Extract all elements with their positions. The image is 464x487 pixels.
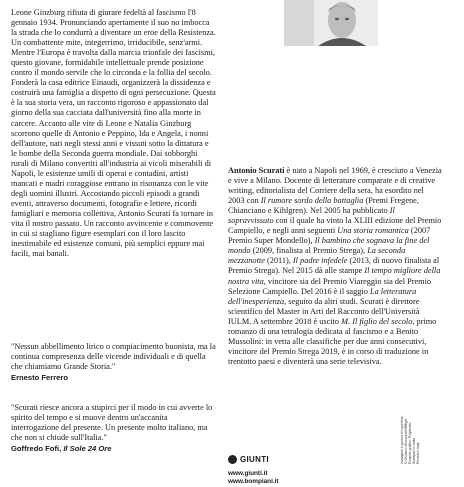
quote-text: "Nessun abbellimento lirico o compiacimento buonista, ma la continua compresenza delle vicende individuali e di quella che chiamiamo Grande Storia." xyxy=(11,342,216,372)
book-title: M. Il figlio del secolo xyxy=(341,316,413,326)
author-bio xyxy=(228,166,442,367)
imprint-line: Stampato in Italia xyxy=(412,437,416,464)
publisher-logo xyxy=(228,455,279,464)
quote-author: Goffredo Fofi, xyxy=(11,444,64,454)
book-title: Il tempo migliore della nostra vita xyxy=(228,266,441,286)
bio-text: , seguito da altri studi. Scurati è direttore scientifico del Master in Arti del Racconto dell'Università IULM. A settembre 2018 è uscito xyxy=(228,296,420,326)
bio-text: (2007 Premio Super Mondello), xyxy=(228,226,431,246)
author-photo xyxy=(284,0,378,46)
publisher-url[interactable]: www.bompiani.it xyxy=(228,478,279,485)
imprint-line: Progetto grafico: Polystudio xyxy=(408,422,412,464)
quote-attribution xyxy=(11,444,216,454)
review-quote xyxy=(11,342,216,383)
bio-text: , vincitore sia del Premio Viareggio sia del Premio Selezione Campiello. Del 2016 è il saggio xyxy=(228,276,432,296)
quote-text: "Scurati riesce ancora a stupirci per il modo in cui avverte lo spirito del tempo e si muove dentro un'accanita interrogazione del presente. Un presente molto italiano, ma che non si chiude sull'Italia." xyxy=(11,403,213,443)
bio-text: è nato a Napoli nel 1969, è cresciuto a Venezia e vive a Milano. Docente di letterature comparate e di creative writing, editorialista del Corriere della sera, ha esordito nel 2003 con xyxy=(228,166,442,206)
publisher-url[interactable]: www.giunti.it xyxy=(228,470,268,477)
bio-text: (2011), xyxy=(264,256,293,266)
book-title: Il rumore sordo della battaglia xyxy=(260,196,364,206)
book-title: La seconda mezzanotte xyxy=(228,246,406,266)
imprint-line: © Giovanni Giovannetti/Effigie xyxy=(404,418,408,464)
book-title: Il padre infedele xyxy=(292,256,348,266)
bio-text: (2009, finalista al Premio Strega), xyxy=(250,246,368,256)
book-blurb xyxy=(11,8,216,259)
bio-text: (Premi Fregene, Chianciano e Kihlgren). Nel 2005 ha pubblicato xyxy=(228,196,419,216)
quote-attribution xyxy=(11,373,216,383)
bio-text: , primo romanzo di una tetralogia dedicata al fascismo e a Benito Mussolini: in vetta alle classifiche per due anni consecutivi, vincitore del Premio Strega 2019, è in corso di traduzione in trentotto paesi e diventerà una serie televisiva. xyxy=(228,316,437,366)
book-title: Una storia romantica xyxy=(337,226,409,236)
giunti-logo-mark-icon xyxy=(228,455,237,464)
quote-author: Ernesto Ferrero xyxy=(11,373,68,383)
book-title: Il sopravvissuto xyxy=(228,206,395,226)
book-title: La letteratura dell'inesperienza xyxy=(228,286,417,306)
bio-text: (2013, di nuovo finalista al Premio Strega). Nel 2015 dà alle stampe xyxy=(228,256,440,276)
author-name: Antonio Scurati xyxy=(228,166,285,175)
imprint-line: Immagine in quarta di copertina xyxy=(400,416,404,464)
bio-text: con il quale ha vinto la XLIII edizione del Premio Campiello, e negli anni seguenti xyxy=(228,216,442,236)
portrait-photo-icon xyxy=(284,0,378,46)
publisher-block xyxy=(228,455,279,486)
book-title: Il bambino che sognava la fine del mondo xyxy=(228,236,430,256)
blurb-paragraph: Leone Ginzburg rifiuta di giurare fedeltà al fascismo l'8 gennaio 1934. Pronunciando apertamente il suo no imbocca la strada che lo condurrà a diventare un eroe della Resistenza. Un combattente mite, integerrimo, irriducibile, senz'armi. Mentre l'Europa è travolta dalla marcia trionfale dei fascismi, questo giovane, formidabile intellettuale prende posizione contro il mondo servile che lo circonda e la follia del secolo. Fonderà la casa editrice Einaudi, organizzerà la dissidenza e costruirà una famiglia a dispetto di ogni persecuzione. Questa è la sua storia vera, un racconto rigoroso e appassionato dal giorno della sua cacciata dall'università fino alla morte in carcere. Accanto alle vite di Leone e Natalia Ginzburg scorrono quelle di Antonio e Peppino, Ida e Angela, i nonni dell'autore, nati negli stessi anni e vissuti sotto la dittatura e le bombe della Seconda guerra mondiale. Dai sobborghi rurali di Milano convertiti all'industria ai vicoli miserabili di Napoli, le esistenze umili di operai e contadini, artisti mancati e madri coraggiose entrano in risonanza con le vite degli uomini illustri. Accostando piccoli episodi a grandi eventi, attraverso documenti, fotografie e lettere, ricordi famigliari e memoria collettiva, Antonio Scurati fa tornare in vita il nostro passato. Un racconto avvincente e commovente in cui si stagliano figure esemplari con il loro lascito inestimabile ed esistenze comuni, più semplici eppure mai facili, mai banali. xyxy=(11,8,216,259)
review-quote xyxy=(11,403,216,454)
imprint-notes xyxy=(400,410,428,464)
author-bio-text xyxy=(228,166,442,367)
imprint-line: Printed in Italy xyxy=(416,442,420,464)
quote-source: Il Sole 24 Ore xyxy=(63,444,112,454)
blurb-column xyxy=(11,8,216,259)
publisher-logo-text: GIUNTI xyxy=(240,455,269,464)
